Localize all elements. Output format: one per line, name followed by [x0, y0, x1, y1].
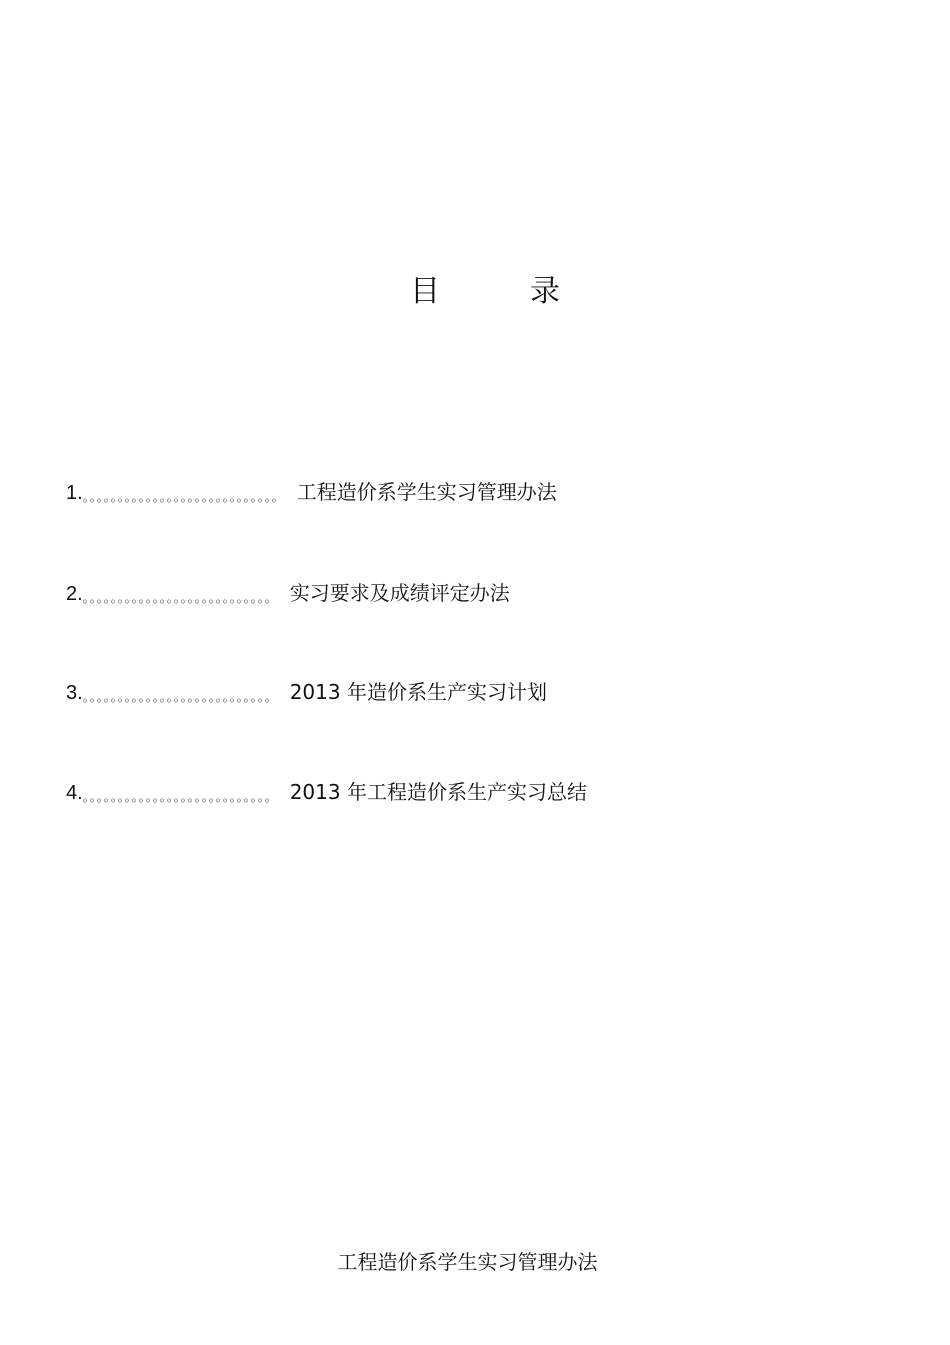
toc-item-number: 4. — [66, 782, 83, 804]
toc-item-text: 2013 年造价系生产实习计划 — [289, 680, 547, 704]
toc-item-text: 工程造价系学生实习管理办法 — [296, 480, 557, 504]
section-title: 工程造价系学生实习管理办法 — [337, 1250, 598, 1274]
toc-item-leader-dots: 。。。。。。。。。。。。。。。。。。。。。。。。。。。 — [82, 790, 278, 804]
toc-item-number: 3. — [66, 682, 83, 704]
toc-title — [0, 270, 950, 314]
toc-item-leader-dots: 。。。。。。。。。。。。。。。。。。。。。。。。。。。。 — [82, 490, 285, 504]
toc-item-1[interactable] — [66, 476, 557, 508]
toc-item-number: 1. — [66, 482, 83, 504]
toc-title-char-1: 目 — [410, 274, 440, 309]
toc-item-leader-dots: 。。。。。。。。。。。。。。。。。。。。。。。。。。。 — [82, 690, 278, 704]
toc-item-number: 2. — [66, 583, 83, 605]
toc-title-char-2: 录 — [530, 274, 560, 309]
toc-item-4[interactable] — [66, 776, 587, 808]
toc-item-text: 实习要求及成绩评定办法 — [289, 581, 510, 605]
toc-item-text: 2013 年工程造价系生产实习总结 — [289, 780, 587, 804]
toc-item-leader-dots: 。。。。。。。。。。。。。。。。。。。。。。。。。。。 — [82, 591, 278, 605]
toc-item-2[interactable] — [66, 577, 510, 609]
toc-item-3[interactable] — [66, 676, 547, 708]
